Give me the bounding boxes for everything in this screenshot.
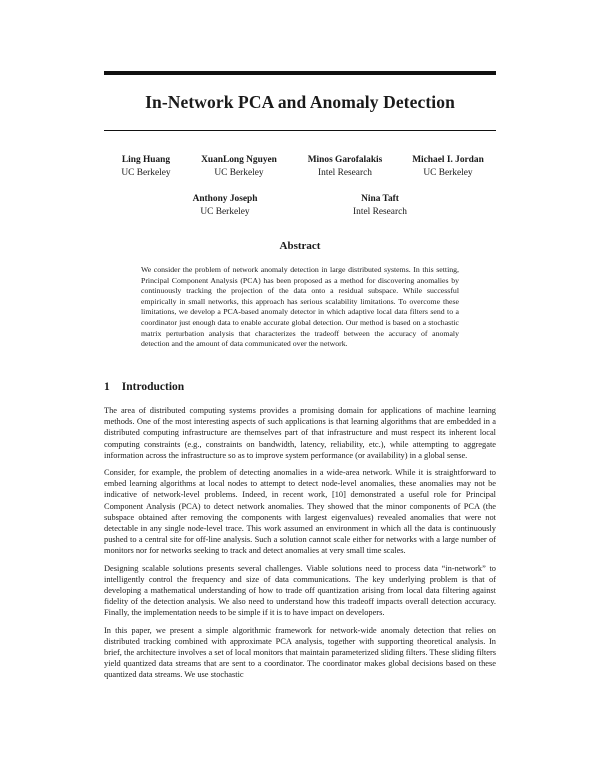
body-paragraph: In this paper, we present a simple algorithmic framework for network-wide anomaly detection that relies on distributed tracking combined with approximate PCA analysis, together with supporting theoretical analysis. In brief, the architecture involves a set of local monitors that maintain parameterized sliding filters. These sliding filters yield quantized data streams that are sent to a coordinator. The coordinator makes global decisions based on these quantized data streams. We use stochastic bbox=[104, 625, 496, 680]
section-heading bbox=[104, 381, 184, 393]
author-block bbox=[353, 193, 407, 218]
author-block bbox=[121, 154, 170, 179]
section-body bbox=[104, 405, 496, 687]
author-affiliation: UC Berkeley bbox=[200, 206, 250, 217]
author-name: Nina Taft bbox=[361, 194, 399, 204]
author-affiliation: UC Berkeley bbox=[214, 167, 264, 178]
body-paragraph: The area of distributed computing systems provides a promising domain for applications of machine learning methods. One of the most interesting aspects of such applications is that learning algorithms that are embedded in a distributed computing infrastructure are themselves part of that infrastructure and must respect its inherent local computing constraints (e.g., constraints on bandwidth, latency, reliability, etc.), while attempting to aggregate information across the infrastructure so as to improve system performance (or availability) in a global sense. bbox=[104, 406, 496, 460]
title-rule-bottom bbox=[104, 130, 496, 131]
author-name: Michael I. Jordan bbox=[412, 155, 484, 165]
body-paragraph: Designing scalable solutions presents several challenges. Viable solutions need to process data “in-network” to intelligently control the frequency and size of data communications. The key underlying problem is that of developing a mathematical understanding of how to trade off quantization arising from local data filtering against fidelity of the detection analysis. We also need to understand how this tradeoff impacts overall detection accuracy. Finally, the implementation needs to be simple if it is to have impact on developers. bbox=[104, 563, 496, 618]
author-block bbox=[412, 154, 484, 179]
section-number: 1 bbox=[104, 381, 110, 393]
author-block bbox=[193, 193, 258, 218]
body-paragraph: Consider, for example, the problem of detecting anomalies in a wide-area network. While it is straightforward to embed learning algorithms at local nodes to attempt to detect node-level anomalies, these anomalies may not be indicative of network-level problems. Indeed, in recent work, [10] demonstrated a useful role for Principal Component Analysis (PCA) to detect network anomalies. They showed that the minor components of PCA (the subspace obtained after removing the components with largest eigenvalues) revealed anomalies that were not detectable in any single node-level trace. This work assumed an environment in which all the data is continuously pushed to a central site for off-line analysis. Such a solution cannot scale either for networks with a large number of monitors nor for networks seeking to track and detect anomalies at very small time scales. bbox=[104, 468, 496, 556]
abstract-heading: Abstract bbox=[279, 240, 321, 252]
section-title: Introduction bbox=[121, 381, 185, 393]
author-name: Ling Huang bbox=[121, 155, 171, 165]
author-affiliation: UC Berkeley bbox=[423, 167, 473, 178]
abstract-text: We consider the problem of network anomaly detection in large distributed systems. In this setting, Principal Component Analysis (PCA) has been proposed as a method for discovering anomalies by continuously tracking the projection of the data onto a residual subspace. While successful empirically in small networks, this approach has serious scalability limitations. To overcome these limitations, we develop a PCA-based anomaly detector in which adaptive local data filters send to a coordinator just enough data to enable accurate global detection. Our method is based on a stochastic matrix perturbation analysis that characterizes the tradeoff between the accuracy of anomaly detection and the amount of data communicated over the network. bbox=[141, 265, 459, 349]
author-affiliation: UC Berkeley bbox=[121, 167, 171, 178]
author-block bbox=[308, 154, 383, 179]
paper-title: In-Network PCA and Anomaly Detection bbox=[145, 92, 455, 112]
author-affiliation: Intel Research bbox=[318, 167, 372, 178]
author-name: XuanLong Nguyen bbox=[201, 155, 277, 165]
author-block bbox=[201, 154, 277, 179]
title-rule-top bbox=[104, 71, 496, 75]
author-name: Anthony Joseph bbox=[192, 194, 258, 204]
author-name: Minos Garofalakis bbox=[307, 155, 383, 165]
author-affiliation: Intel Research bbox=[353, 206, 407, 217]
